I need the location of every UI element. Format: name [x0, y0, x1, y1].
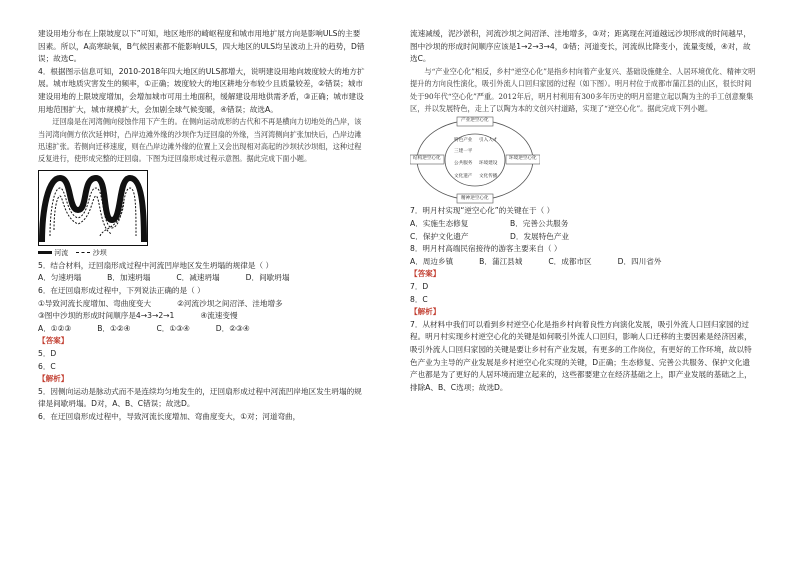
sandbar-legend-icon — [76, 252, 90, 253]
diagram-label: 文化遗产 — [454, 174, 473, 180]
option: D．发展特色产业 — [510, 231, 570, 241]
question-8: 8．明月村高端民宿接待的游客主要来自（ ） — [410, 244, 562, 254]
right-column — [410, 28, 756, 394]
question-7: 7．明月村实现“逆空心化”的关键在于（ ） — [410, 206, 555, 216]
statement: ①导致河流长度增加、弯曲度变大 — [38, 298, 152, 308]
meander-figure — [38, 168, 366, 260]
answer-heading: 【答案】 — [38, 336, 69, 346]
question-7-options — [410, 218, 756, 231]
answer-8: 8．C — [410, 294, 428, 304]
text-paragraph: 流速减缓，泥沙淤积，河流沙坝之间沼泽、洼地增多，③对；距离现在河道越远沙坝形成的时间越早，图中沙坝的形成时间顺序应该是1→2→3→4，③错；河道变长，河流纵比降变小，流量变缓，④对，故选C。 — [410, 29, 751, 64]
explanation-5: 5．因侧向运动是脉动式而不是连续均匀地发生的，迂回扇形成过程中河流凹岸地区发生坍塌的规律是间歇坍塌。D对，A、B、C错误；故选D。 — [38, 386, 362, 409]
hollowing-diagram — [410, 115, 756, 205]
question-5-options — [38, 272, 366, 285]
left-column — [38, 28, 366, 424]
explanation-6: 6．在迂回扇形成过程中，导致河流长度增加、弯曲度变大，①对；河道弯曲， — [38, 411, 301, 421]
option: B．完善公共服务 — [510, 219, 569, 228]
option: A．实施生态修复 — [410, 219, 469, 228]
question-6-statements — [38, 298, 366, 311]
statement: ③图中沙坝的形成时间顺序是4→3→2→1 — [38, 311, 175, 321]
option: D．四川省外 — [617, 256, 662, 266]
option: C．保护文化遗产 — [410, 231, 469, 241]
option: A．匀速坍塌 — [38, 273, 82, 283]
question-6: 6．在迂回扇形成过程中，下列说法正确的是（ ） — [38, 285, 205, 295]
legend-sandbar-label: 沙坝 — [92, 248, 107, 257]
option: A．周边乡镇 — [410, 256, 454, 266]
material-paragraph: 与“产业空心化”相反，乡村“逆空心化”是指乡村向着产业复兴、基础设施健全、人居环境优化、精神文明提升的方向良性演化，吸引外流人口回归家园的过程（如下图）。明月村位于成都市蒲江县的山区，很长时间处于90年代“空心化”严重。2012年后，明月村利用有300多年历史的明月窑建立起以陶为主的手工创意聚集区，并以发展特色，走上了以陶为本的文创兴村道路，实现了“逆空心化”。据此完成下列小题。 — [410, 66, 756, 113]
option: A．①②③ — [38, 323, 72, 333]
material-paragraph: 迂回扇是在河湾侧向侵蚀作用下产生的。在侧向运动成形的古代和不再是横向力切地处的凸岸，该当河湾向侧方依次延伸时，凸岸边滩外缘的沙坝作为迂回扇的外缘，当河湾侧向扩张加快后，凸岸边滩迅速扩张。若侧向迁移速度，则在凸岸边滩外缘的位置上又会出现相对高起的沙坝状沙坝组，这种过程反复进行，使形成完整的迂回扇。下图为迂回扇形成过程示意图。据此完成下面小题。 — [38, 117, 362, 164]
question-7-options — [410, 231, 756, 244]
question-6-statements — [38, 310, 366, 323]
diagram-label: 环境建设 — [479, 161, 498, 167]
question-6-options — [38, 323, 366, 336]
option: B．加速坍塌 — [107, 273, 151, 283]
diagram-label: 三建一平 — [454, 149, 473, 155]
diagram-label: 结构逆空心化 — [413, 156, 441, 162]
diagram-label: 文化传播 — [479, 174, 498, 180]
answer-heading: 【答案】 — [410, 269, 441, 279]
diagram-label: 精神逆空心化 — [461, 196, 489, 202]
option: B．①②④ — [97, 323, 131, 333]
figure-legend — [38, 248, 107, 258]
question-8-options — [410, 256, 756, 269]
option: D．间歇坍塌 — [245, 273, 290, 283]
river-legend-icon — [38, 251, 52, 254]
option: D．②③④ — [215, 323, 250, 333]
analysis-heading: 【解析】 — [410, 307, 441, 317]
answer-5: 5．D — [38, 348, 57, 358]
text-paragraph: 建设用地分布在上限坡度以下”可知，地区地形的崎岖程度和城市用地扩展方向是影响ULS的主要因素。所以，A高寒缺氧，B气候因素都不能影响ULS，四大地区的ULS均呈波动上升的趋势，D错误；故选C。 — [38, 29, 365, 64]
option: C．成都市区 — [548, 256, 592, 266]
diagram-labels — [410, 115, 540, 205]
answer-7: 7．D — [410, 281, 429, 291]
diagram-label: 环境逆空心化 — [509, 156, 537, 162]
answer-6: 6．C — [38, 361, 56, 371]
explanation-7: 7．从材料中我们可以看到乡村逆空心化是指乡村向着良性方向演化发展，吸引外流人口回归家园的过程。明月村实现乡村逆空心化的关键是如何吸引外流人口回归，影响人口迁移的主要因素是经济因素，吸引外流人口回归家园的关键是要让乡村有产业发展，有更多的工作岗位，有更好的工作环境，故以特色产业为主导的产业发展是乡村逆空心化实现的关键，D正确；生态修复、完善公共服务、保护文化遗产也都是为了更好的人居环境而建立起来的，这些都要建立在经济基础之上，即产业发展的基础之上，排除A、B、C选项；故选D。 — [410, 319, 752, 392]
legend-river-label: 河流 — [54, 248, 69, 257]
diagram-label: 产业逆空心化 — [461, 118, 489, 124]
diagram-label: 引入人才 — [479, 138, 498, 144]
option: C．①③④ — [156, 323, 190, 333]
diagram-label: 公共服务 — [454, 161, 473, 167]
statement: ④流速变慢 — [200, 311, 238, 321]
option: C．减速坍塌 — [176, 273, 220, 283]
meander-diagram — [38, 170, 148, 246]
analysis-heading: 【解析】 — [38, 374, 69, 384]
question-5: 5．结合材料，迂回扇形成过程中河流凹岸地区发生坍塌的规律是（ ） — [38, 260, 274, 270]
text-paragraph: 4．根据图示信息可知，2010-2018年四大地区的ULS都增大，说明建设用地向坡度较大的地方扩展。城市地质灾害发生的频率，①正确；坡度较大的地区耕地分布较少且质量较差，②错误；城市建设用地的上限坡度增加，会增加城市可用土地面积，缓解建设用地供需矛盾，③正确；城市建设用地范围扩大，城市规模扩大，会加剧全球气候变暖，④错误；故选A。 — [38, 66, 365, 114]
diagram-label: 特色产业 — [454, 138, 473, 144]
option: B．蒲江县城 — [479, 256, 523, 266]
statement: ②河流沙坝之间沼泽、洼地增多 — [177, 298, 283, 308]
